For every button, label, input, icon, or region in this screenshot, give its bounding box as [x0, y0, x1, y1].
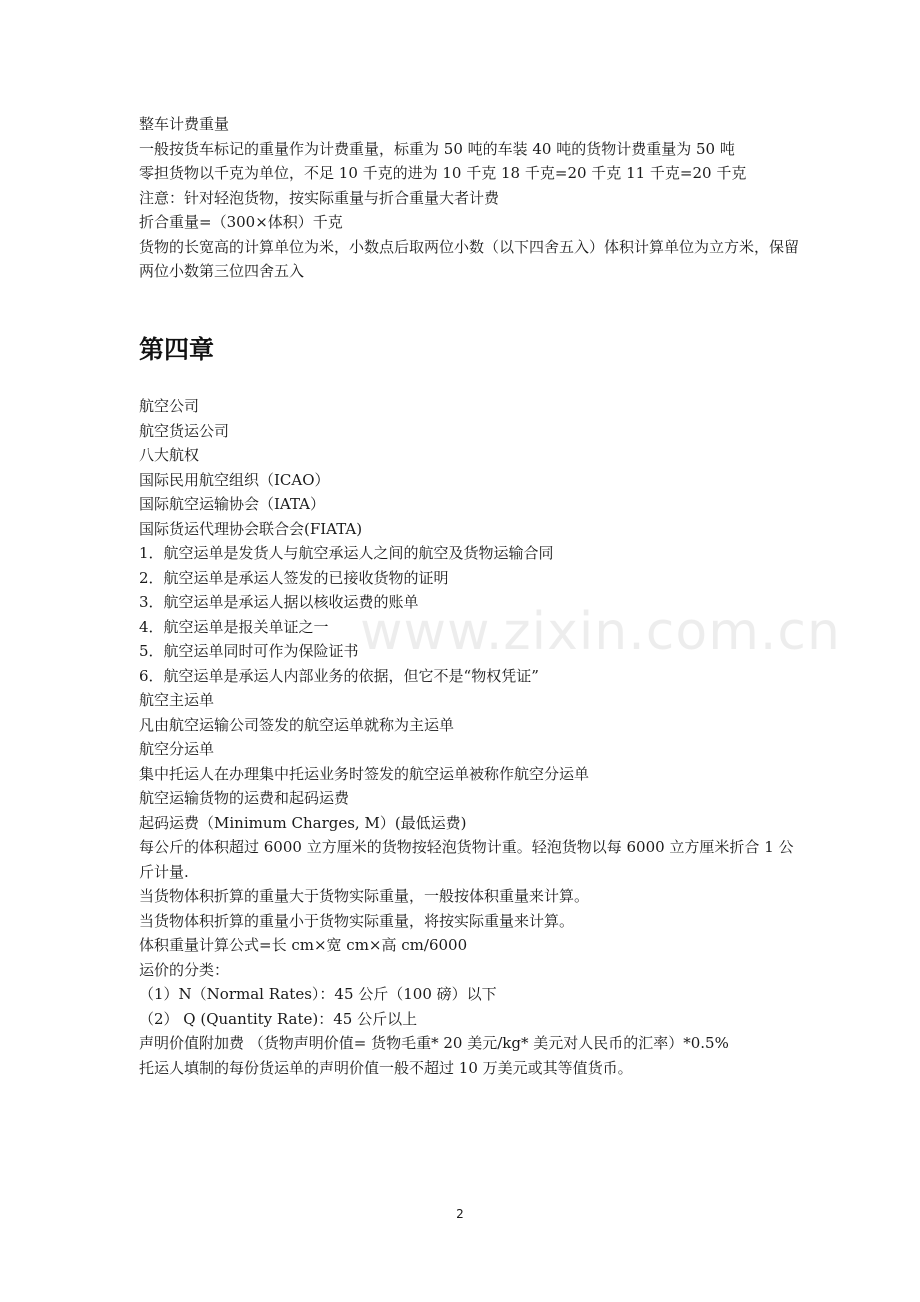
section-air-freight: [139, 394, 799, 1080]
text-line: 零担货物以千克为单位，不足 10 千克的进为 10 千克 18 千克=20 千克 11 千克=20 千克: [139, 164, 747, 182]
text-paragraph: 每公斤的体积超过 6000 立方厘米的货物按轻泡货物计重。轻泡货物以每 6000 立方厘米折合 1 公斤计量.: [139, 838, 794, 881]
text-line: 起码运费（Minimum Charges, M）(最低运费): [139, 813, 467, 832]
list-item: 4．航空运单是报关单证之一: [139, 617, 329, 636]
text-line: （1）N（Normal Rates）：45 公斤（100 磅）以下: [139, 985, 497, 1003]
chapter-heading: 第四章: [139, 335, 215, 364]
list-item: 3．航空运单是承运人据以核收运费的账单: [139, 593, 419, 611]
text-line: 航空分运单: [139, 740, 215, 758]
text-line: 体积重量计算公式=长 cm×宽 cm×高 cm/6000: [139, 936, 468, 954]
text-line: 航空公司: [139, 397, 200, 415]
watermark: www.zixin.com.cn: [360, 602, 841, 662]
list-item: 1．航空运单是发货人与航空承运人之间的航空及货物运输合同: [139, 544, 554, 562]
text-line: 折合重量=（300×体积）千克: [139, 213, 343, 231]
text-line: 注意：针对轻泡货物，按实际重量与折合重量大者计费: [139, 188, 500, 207]
section-freight-weight: [139, 112, 799, 284]
text-line: （2） Q (Quantity Rate)：45 公斤以上: [139, 1009, 418, 1028]
text-line: 国际民用航空组织（ICAO）: [139, 470, 330, 489]
text-line: 八大航权: [139, 446, 200, 464]
text-line: 航空货运公司: [139, 421, 230, 440]
text-line: 当货物体积折算的重量大于货物实际重量，一般按体积重量来计算。: [139, 887, 590, 905]
text-paragraph: 声明价值附加费 （货物声明价值= 货物毛重* 20 美元/kg* 美元对人民币的汇率）*0.5%: [139, 1034, 729, 1052]
text-line: 国际航空运输协会（IATA）: [139, 495, 325, 513]
text-line: 集中托运人在办理集中托运业务时签发的航空运单被称作航空分运单: [139, 764, 590, 783]
list-item: 2．航空运单是承运人签发的已接收货物的证明: [139, 568, 449, 587]
text-line: 国际货运代理协会联合会(FIATA): [139, 519, 363, 538]
text-line: 整车计费重量: [139, 115, 230, 133]
text-line: 航空运输货物的运费和起码运费: [139, 789, 350, 807]
page-number: 2: [456, 1207, 464, 1221]
text-line: 当货物体积折算的重量小于货物实际重量，将按实际重量来计算。: [139, 911, 575, 930]
list-item: 5．航空运单同时可作为保险证书: [139, 642, 359, 660]
text-line: 航空主运单: [139, 691, 215, 709]
text-line: 托运人填制的每份货运单的声明价值一般不超过 10 万美元或其等值货币。: [139, 1058, 633, 1077]
list-item: 6．航空运单是承运人内部业务的依据，但它不是“物权凭证”: [139, 666, 539, 685]
text-line: 运价的分类：: [139, 960, 230, 979]
text-line: 凡由航空运输公司签发的航空运单就称为主运单: [139, 715, 455, 734]
text-paragraph: 货物的长宽高的计算单位为米，小数点后取两位小数（以下四舍五入）体积计算单位为立方米，保留两位小数第三位四舍五入: [139, 237, 800, 280]
text-line: 一般按货车标记的重量作为计费重量，标重为 50 吨的车装 40 吨的货物计费重量为 50 吨: [139, 139, 735, 158]
